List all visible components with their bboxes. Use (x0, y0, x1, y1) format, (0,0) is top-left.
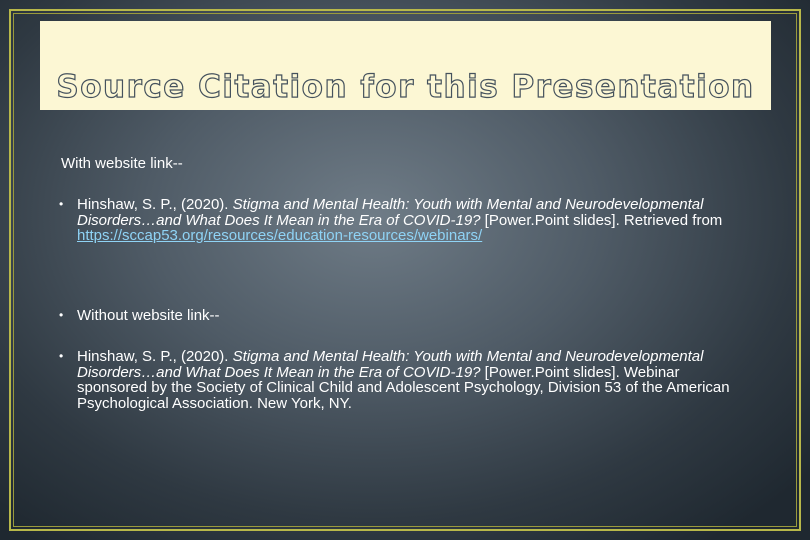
list-item-without-link (59, 308, 749, 324)
citation-item-without-link (59, 349, 749, 411)
intro-text: With website link-- (61, 155, 183, 172)
bullet-icon: • (59, 308, 64, 322)
citation-link[interactable]: https://sccap53.org/resources/education-resources/webinars/ (77, 227, 483, 244)
citation-title: Stigma and Mental Health: Youth with Mental and Neurodevelopmental Disorders…and What Does It Mean in the Era of COVID-19? (77, 348, 704, 381)
without-link-label: Without website link-- (77, 307, 220, 324)
bullet-icon: • (59, 197, 64, 211)
citation-text (77, 349, 749, 411)
slide-title: Source Citation for this Presentation (56, 69, 755, 105)
citation-text (77, 197, 749, 244)
citation-source: [Power.Point slides]. Webinar sponsored by the Society of Clinical Child and Adolescent Psychology, Division 53 of the American Psychological Association. New York, NY. (77, 363, 730, 412)
bullet-icon: • (59, 349, 64, 363)
citation-source: [Power.Point slides]. Retrieved from (480, 211, 723, 229)
citation-item-with-link (59, 197, 749, 244)
citation-title: Stigma and Mental Health: Youth with Mental and Neurodevelopmental Disorders…and What Does It Mean in the Era of COVID-19? (77, 196, 704, 229)
citation-author: Hinshaw, S. P., (2020). (77, 348, 233, 365)
citation-author: Hinshaw, S. P., (2020). (77, 196, 233, 213)
